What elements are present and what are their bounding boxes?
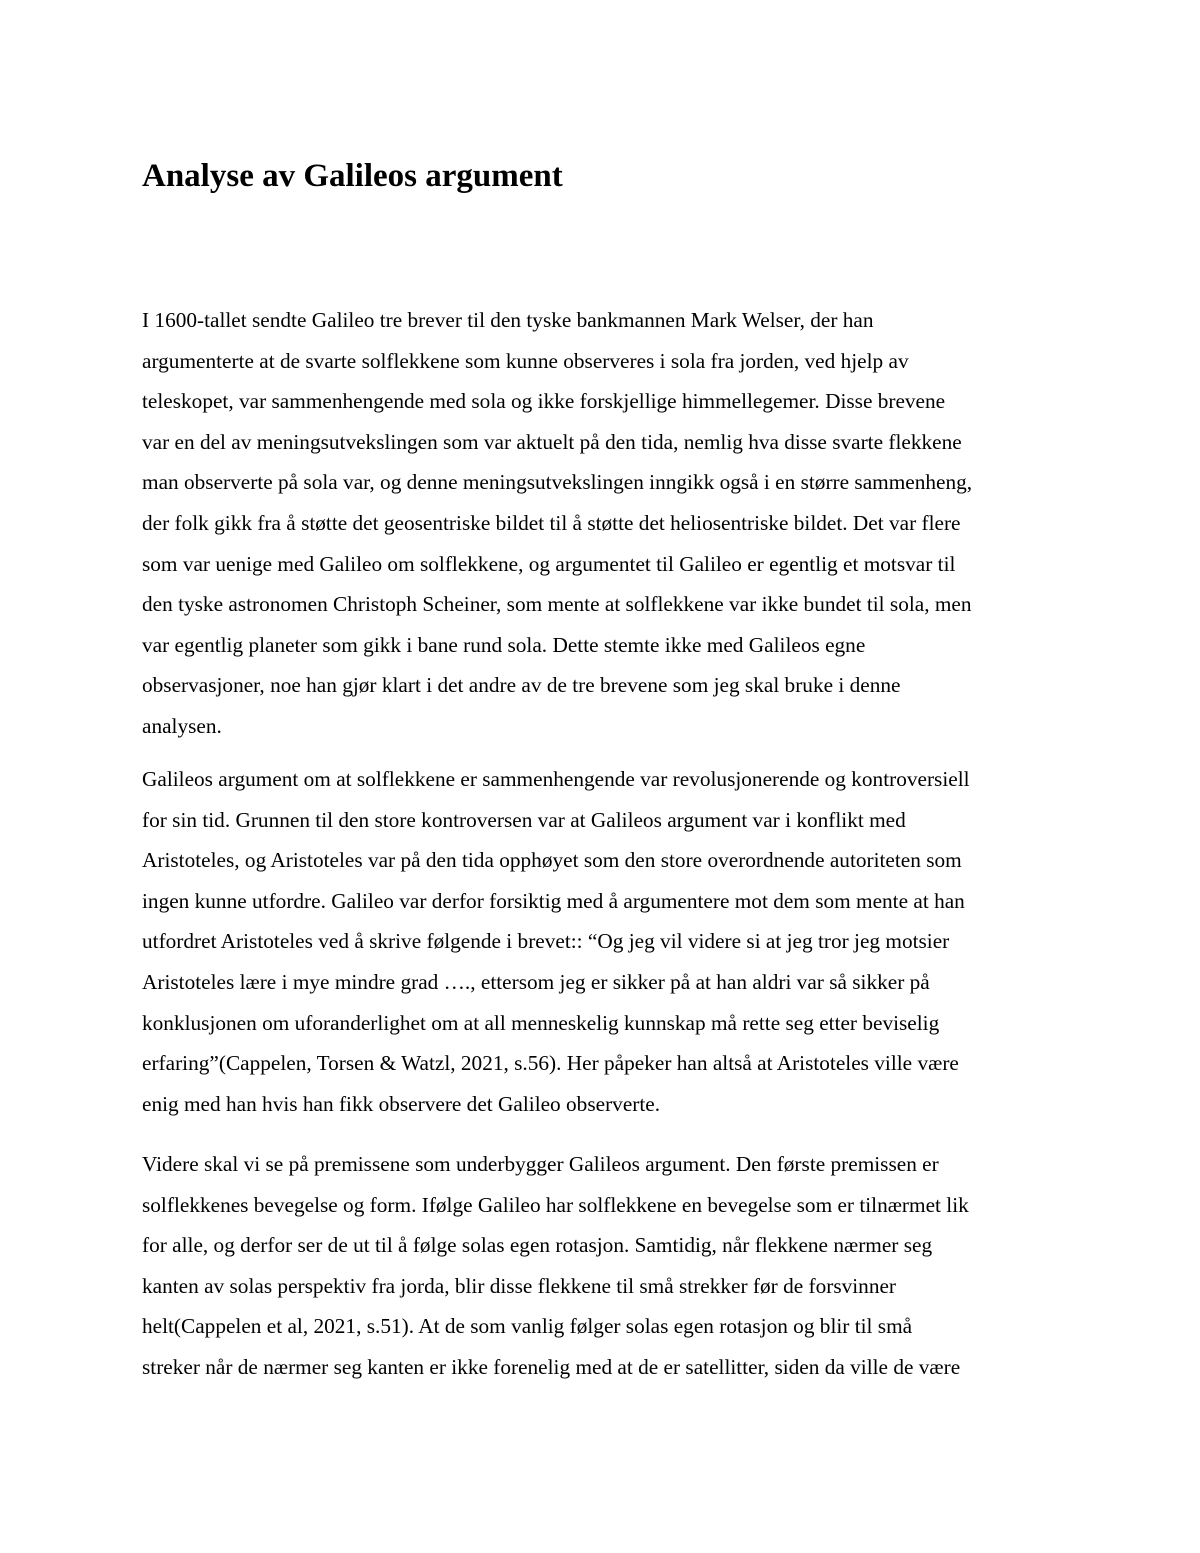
document-title: Analyse av Galileos argument xyxy=(142,158,563,194)
paragraph-2 xyxy=(142,759,1060,1124)
text-line: var egentlig planeter som gikk i bane rund sola. Dette stemte ikke med Galileos egne xyxy=(142,632,866,657)
text-line: som var uenige med Galileo om solflekkene, og argumentet til Galileo er egentlig et motsvar til xyxy=(142,551,956,576)
text-line: Videre skal vi se på premissene som underbygger Galileos argument. Den første premissen er xyxy=(142,1152,939,1176)
text-line: enig med han hvis han fikk observere det Galileo observerte. xyxy=(142,1091,661,1116)
text-line: argumenterte at de svarte solflekkene som kunne observeres i sola fra jorden, ved hjelp av xyxy=(142,348,909,373)
text-line: for alle, og derfor ser de ut til å følge solas egen rotasjon. Samtidig, når flekkene nærmer seg xyxy=(142,1233,933,1258)
text-line: erfaring”(Cappelen, Torsen & Watzl, 2021, s.56). Her påpeker han altså at Aristoteles ville være xyxy=(142,1051,959,1076)
paragraph-1 xyxy=(142,300,1060,747)
text-line: den tyske astronomen Christoph Scheiner, som mente at solflekkene var ikke bundet til sola, men xyxy=(142,592,972,617)
text-line: teleskopet, var sammenhengende med sola og ikke forskjellige himmellegemer. Disse brevene xyxy=(142,389,946,414)
text-line: konklusjonen om uforanderlighet om at all menneskelig kunnskap må rette seg etter beviselig xyxy=(142,1010,940,1035)
paragraph-3 xyxy=(142,1144,1060,1388)
text-line: Aristoteles lære i mye mindre grad …., ettersom jeg er sikker på at han aldri var så sikker på xyxy=(142,969,930,994)
text-line: solflekkenes bevegelse og form. Ifølge Galileo har solflekkene en bevegelse som er tilnærmet lik xyxy=(142,1192,969,1217)
text-line: Aristoteles, og Aristoteles var på den tida opphøyet som den store overordnende autoriteten som xyxy=(142,848,962,873)
text-line: analysen. xyxy=(142,713,222,738)
text-line: helt(Cappelen et al, 2021, s.51). At de som vanlig følger solas egen rotasjon og blir til små xyxy=(142,1314,913,1339)
text-line: kanten av solas perspektiv fra jorda, blir disse flekkene til små strekker før de forsvinner xyxy=(142,1273,897,1298)
text-line: man observerte på sola var, og denne meningsutvekslingen inngikk også i en større sammenheng, xyxy=(142,470,973,495)
text-line: Galileos argument om at solflekkene er sammenhengende var revolusjonerende og kontroversiell xyxy=(142,767,970,791)
text-line: ingen kunne utfordre. Galileo var derfor forsiktig med å argumentere mot dem som mente at han xyxy=(142,888,965,913)
text-line: var en del av meningsutvekslingen som var aktuelt på den tida, nemlig hva disse svarte flekkene xyxy=(142,429,962,454)
text-line: der folk gikk fra å støtte det geosentriske bildet til å støtte det heliosentriske bildet. Det var flere xyxy=(142,510,961,535)
text-line: observasjoner, noe han gjør klart i det andre av de tre brevene som jeg skal bruke i denne xyxy=(142,673,901,698)
text-line: for sin tid. Grunnen til den store kontroversen var at Galileos argument var i konflikt med xyxy=(142,807,906,832)
text-line: streker når de nærmer seg kanten er ikke forenelig med at de er satellitter, siden da ville de være xyxy=(142,1354,961,1379)
text-line: I 1600-tallet sendte Galileo tre brever til den tyske bankmannen Mark Welser, der han xyxy=(142,308,874,332)
text-line: utfordret Aristoteles ved å skrive følgende i brevet:: “Og jeg vil videre si at jeg tror jeg motsier xyxy=(142,929,950,954)
